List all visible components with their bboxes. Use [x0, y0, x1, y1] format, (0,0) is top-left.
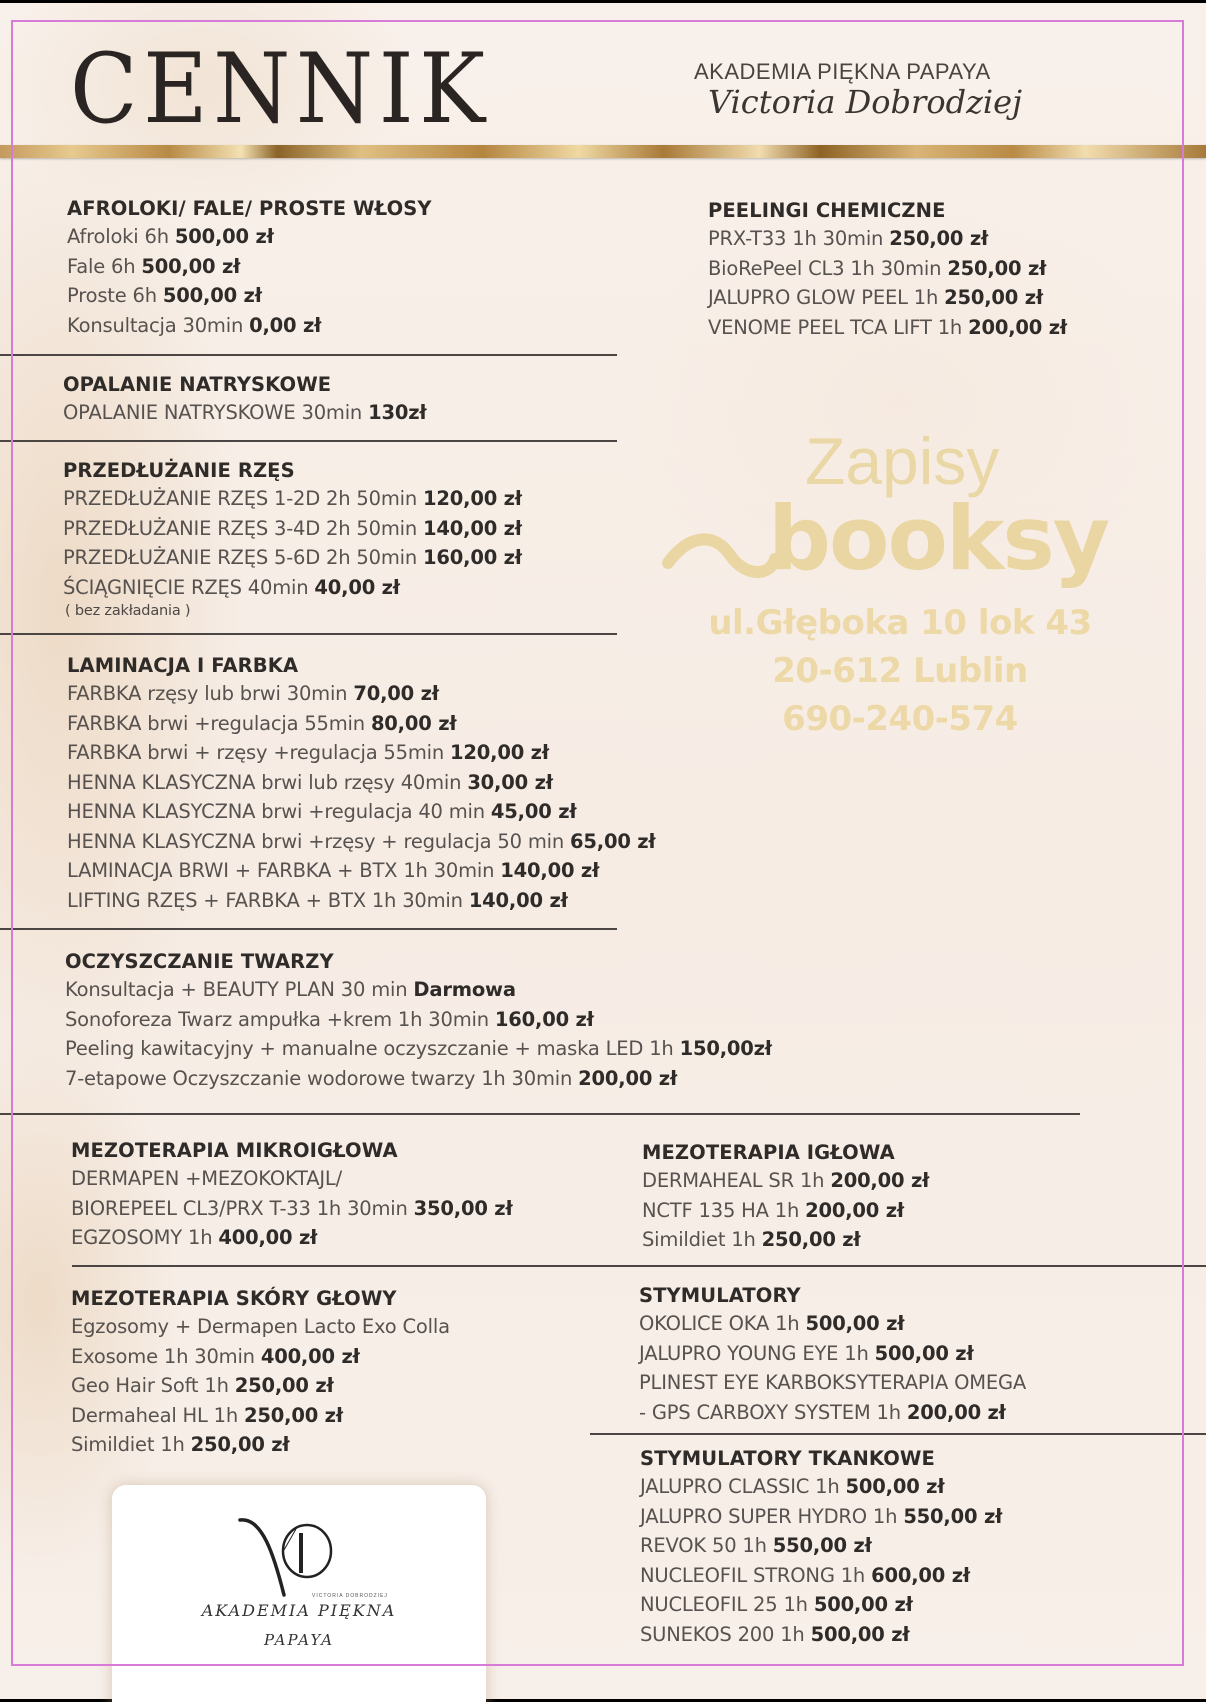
price-list-item — [71, 1342, 450, 1372]
service-name: OKOLICE OKA 1h — [639, 1312, 800, 1335]
address-street: ul.Głęboka 10 lok 43 — [708, 603, 1092, 643]
service-price: 500,00 zł — [810, 1622, 910, 1646]
service-price: 500,00 zł — [845, 1475, 945, 1498]
price-list-item — [63, 543, 522, 573]
phone-number[interactable]: 690-240-574 — [782, 699, 1018, 739]
price-list-item — [642, 1225, 929, 1255]
service-price: Darmowa — [413, 978, 516, 1001]
service-price: 550,00 zł — [772, 1534, 872, 1557]
section-stymulatory — [639, 1283, 1026, 1427]
section-divider — [0, 354, 617, 356]
service-name: SUNEKOS 200 1h — [640, 1622, 805, 1646]
service-price: 500,00 zł — [174, 225, 274, 248]
price-list-item — [640, 1502, 1002, 1532]
vd-monogram-icon — [222, 1515, 362, 1605]
service-price: 550,00 zł — [903, 1504, 1003, 1528]
price-list-item — [65, 1005, 772, 1035]
service-price: 200,00 zł — [906, 1400, 1006, 1424]
price-list-item — [67, 679, 655, 709]
price-list-item — [65, 1064, 772, 1094]
section-title: STYMULATORY — [639, 1284, 801, 1307]
service-price: 400,00 zł — [260, 1344, 360, 1368]
section-mezoterapia-skory-glowy — [71, 1286, 450, 1460]
address-city: 20-612 Lublin — [772, 651, 1028, 691]
service-name: LIFTING RZĘS + FARBKA + BTX 1h 30min — [67, 888, 463, 912]
service-price: 500,00 zł — [813, 1593, 913, 1616]
service-price: 500,00 zł — [141, 254, 241, 278]
service-name: Fale 6h — [67, 254, 136, 278]
service-name: ŚCIĄGNIĘCIE RZĘS 40min — [63, 575, 309, 599]
price-list-item — [71, 1371, 450, 1401]
price-list-item — [67, 311, 432, 341]
price-list-item — [71, 1312, 450, 1342]
page-title: CENNIK — [70, 33, 491, 145]
price-list-item — [67, 856, 655, 886]
service-price: 250,00 zł — [244, 1403, 343, 1427]
service-price: 45,00 zł — [490, 800, 577, 823]
service-price: 150,00zł — [679, 1037, 772, 1060]
section-przedluzanie-rzes — [63, 458, 522, 620]
service-price: 70,00 zł — [353, 682, 439, 705]
service-price: 160,00 zł — [423, 546, 522, 569]
service-price: 140,00 zł — [423, 516, 522, 540]
price-list-item — [642, 1166, 929, 1196]
service-price: 500,00 zł — [162, 284, 262, 307]
price-list-item — [67, 222, 432, 252]
service-name: REVOK 50 1h — [640, 1534, 767, 1557]
section-divider — [590, 1433, 1206, 1435]
service-price: 250,00 zł — [234, 1374, 334, 1397]
price-list-item — [708, 254, 1067, 284]
price-list-item — [640, 1620, 1002, 1650]
section-title: PEELINGI CHEMICZNE — [708, 199, 946, 222]
service-price: 250,00 zł — [947, 256, 1047, 280]
price-list-item — [639, 1309, 1026, 1339]
section-afroloki — [67, 196, 432, 340]
price-list-item — [65, 1034, 772, 1064]
section-title: PRZEDŁUŻANIE RZĘS — [63, 459, 295, 482]
price-list-item — [708, 313, 1067, 343]
service-name: JALUPRO GLOW PEEL 1h — [708, 286, 939, 309]
section-oczyszczanie-twarzy — [65, 949, 772, 1093]
section-title: LAMINACJA I FARBKA — [67, 654, 299, 677]
price-list-item — [708, 283, 1067, 313]
section-title: MEZOTERAPIA MIKROIGŁOWA — [71, 1139, 398, 1162]
price-list-item — [71, 1401, 450, 1431]
service-name: JALUPRO YOUNG EYE 1h — [639, 1341, 869, 1365]
service-price: 500,00 zł — [805, 1312, 905, 1335]
service-price: 350,00 zł — [413, 1196, 513, 1220]
service-price: 65,00 zł — [570, 829, 656, 853]
service-name: Simildiet 1h — [71, 1433, 185, 1456]
price-list-item — [63, 573, 522, 603]
service-name: NUCLEOFIL STRONG 1h — [640, 1563, 866, 1587]
section-divider — [0, 1113, 1080, 1115]
service-name: BioRePeel CL3 1h 30min — [708, 256, 942, 280]
service-price: 130zł — [368, 401, 427, 424]
price-list-item — [640, 1472, 1002, 1502]
price-list-item — [71, 1194, 512, 1224]
service-name: PLINEST EYE KARBOKSYTERAPIA OMEGA — [639, 1371, 1027, 1394]
service-name: LAMINACJA BRWI + FARBKA + BTX 1h 30min — [67, 859, 495, 882]
service-name: JALUPRO SUPER HYDRO 1h — [640, 1504, 898, 1528]
section-stymulatory-tkankowe — [640, 1446, 1002, 1649]
price-list-item — [640, 1531, 1002, 1561]
service-name: Sonoforeza Twarz ampułka +krem 1h 30min — [65, 1007, 489, 1031]
section-opalanie — [63, 372, 426, 428]
service-price: 250,00 zł — [889, 227, 989, 250]
logo-line1: AKADEMIA PIĘKNA — [201, 1601, 397, 1620]
service-name: BIOREPEEL CL3/PRX T-33 1h 30min — [71, 1196, 408, 1220]
service-name: Konsultacja 30min — [67, 313, 244, 337]
service-price: 120,00 zł — [450, 741, 549, 764]
service-name: EGZOSOMY 1h — [71, 1226, 213, 1249]
price-list-item — [67, 709, 655, 739]
service-price: 500,00 zł — [874, 1341, 974, 1365]
service-name: OPALANIE NATRYSKOWE 30min — [63, 401, 363, 424]
section-peelingi-chemiczne — [708, 198, 1067, 342]
service-name: FARBKA brwi +regulacja 55min — [67, 711, 365, 735]
service-price: 30,00 zł — [467, 770, 553, 794]
section-divider — [0, 440, 617, 442]
price-list-item — [63, 514, 522, 544]
service-name: Proste 6h — [67, 284, 157, 307]
section-title: AFROLOKI/ FALE/ PROSTE WŁOSY — [67, 197, 432, 220]
section-divider — [0, 633, 617, 635]
service-name: NUCLEOFIL 25 1h — [640, 1593, 808, 1616]
section-divider — [72, 1265, 1206, 1267]
brand-name: AKADEMIA PIĘKNA PAPAYA — [694, 59, 991, 84]
gold-divider-band — [0, 145, 1206, 158]
service-name: Exosome 1h 30min — [71, 1344, 255, 1368]
brand-owner-signature: Victoria Dobrodziej — [708, 83, 1023, 121]
service-name: HENNA KLASYCZNA brwi lub rzęsy 40min — [67, 770, 462, 794]
section-title: MEZOTERAPIA IGŁOWA — [642, 1141, 895, 1164]
price-list-item — [640, 1590, 1002, 1620]
service-name: DERMAPEN +MEZOKOKTAJL/ — [71, 1167, 342, 1190]
price-list-page — [0, 3, 1206, 1699]
price-list-item — [642, 1196, 929, 1226]
service-price: 140,00 zł — [468, 888, 568, 912]
price-list-item — [71, 1223, 512, 1253]
price-list-item — [67, 797, 655, 827]
service-price: 250,00 zł — [944, 286, 1043, 309]
service-name: VENOME PEEL TCA LIFT 1h — [708, 315, 963, 339]
service-price: 200,00 zł — [830, 1169, 930, 1192]
service-price: 250,00 zł — [761, 1228, 861, 1251]
service-price: 80,00 zł — [370, 711, 457, 735]
service-name: Egzosomy + Dermapen Lacto Exo Colla — [71, 1315, 450, 1338]
service-name: FARBKA rzęsy lub brwi 30min — [67, 682, 348, 705]
price-list-item — [639, 1368, 1026, 1398]
price-list-item — [67, 252, 432, 282]
service-note: ( bez zakładania ) — [65, 603, 191, 619]
service-name: - GPS CARBOXY SYSTEM 1h — [639, 1400, 901, 1424]
service-price: 0,00 zł — [249, 313, 322, 337]
section-laminacja — [67, 653, 655, 915]
price-list-item — [63, 484, 522, 514]
price-list-item — [708, 224, 1067, 254]
service-name: FARBKA brwi + rzęsy +regulacja 55min — [67, 741, 445, 764]
service-price: 140,00 zł — [500, 859, 600, 882]
price-list-item — [65, 975, 772, 1005]
service-name: DERMAHEAL SR 1h — [642, 1169, 825, 1192]
section-title: MEZOTERAPIA SKÓRY GŁOWY — [71, 1287, 397, 1310]
price-list-item — [67, 768, 655, 798]
brand-logo-card — [112, 1485, 486, 1702]
service-price: 200,00 zł — [578, 1066, 677, 1090]
price-list-item — [67, 281, 432, 311]
contact-details — [680, 599, 1120, 743]
price-list-item — [67, 738, 655, 768]
service-price: 600,00 zł — [871, 1563, 970, 1587]
price-list-item — [67, 886, 655, 916]
section-title: STYMULATORY TKANKOWE — [640, 1447, 935, 1470]
section-divider — [0, 928, 617, 930]
service-name: Geo Hair Soft 1h — [71, 1374, 229, 1397]
service-price: 400,00 zł — [218, 1226, 318, 1249]
service-name: Dermaheal HL 1h — [71, 1403, 239, 1427]
service-price: 120,00 zł — [423, 487, 522, 510]
service-name: Konsultacja + BEAUTY PLAN 30 min — [65, 978, 408, 1001]
service-name: NCTF 135 HA 1h — [642, 1198, 800, 1222]
section-mezoterapia-mikroiglowa — [71, 1138, 512, 1253]
price-list-item — [639, 1339, 1026, 1369]
price-list-item — [63, 398, 426, 428]
service-name: PRZEDŁUŻANIE RZĘS 3-4D 2h 50min — [63, 516, 418, 540]
service-name: JALUPRO CLASSIC 1h — [640, 1475, 840, 1498]
service-name: PRZEDŁUŻANIE RZĘS 1-2D 2h 50min — [63, 487, 418, 510]
price-list-item — [640, 1561, 1002, 1591]
section-title: OCZYSZCZANIE TWARZY — [65, 950, 334, 973]
service-name: HENNA KLASYCZNA brwi +regulacja 40 min — [67, 800, 485, 823]
service-price: 250,00 zł — [190, 1433, 290, 1456]
service-name: Afroloki 6h — [67, 225, 169, 248]
price-list-item — [67, 827, 655, 857]
service-price: 40,00 zł — [314, 575, 400, 599]
service-name: PRX-T33 1h 30min — [708, 227, 884, 250]
service-price: 200,00 zł — [805, 1198, 904, 1222]
service-price: 200,00 zł — [968, 315, 1067, 339]
section-mezoterapia-iglowa — [642, 1140, 929, 1255]
service-name: Simildiet 1h — [642, 1228, 756, 1251]
booking-label: Zapisy — [805, 424, 1000, 498]
section-title: OPALANIE NATRYSKOWE — [63, 373, 332, 396]
service-price: 160,00 zł — [494, 1007, 594, 1031]
price-list-item — [71, 1430, 450, 1460]
service-name: HENNA KLASYCZNA brwi +rzęsy + regulacja 50 min — [67, 829, 565, 853]
booksy-logo-text: booksy — [768, 487, 1109, 590]
service-name: Peeling kawitacyjny + manualne oczyszczanie + maska LED 1h — [65, 1037, 674, 1060]
service-name: PRZEDŁUŻANIE RZĘS 5-6D 2h 50min — [63, 546, 418, 569]
price-list-item — [71, 1164, 512, 1194]
price-list-item — [639, 1398, 1026, 1428]
logo-line2: PAPAYA — [263, 1631, 335, 1649]
logo-tagline: VICTORIA DOBRODZIEJ — [312, 1593, 388, 1599]
service-name: 7-etapowe Oczyszczanie wodorowe twarzy 1h 30min — [65, 1066, 573, 1090]
